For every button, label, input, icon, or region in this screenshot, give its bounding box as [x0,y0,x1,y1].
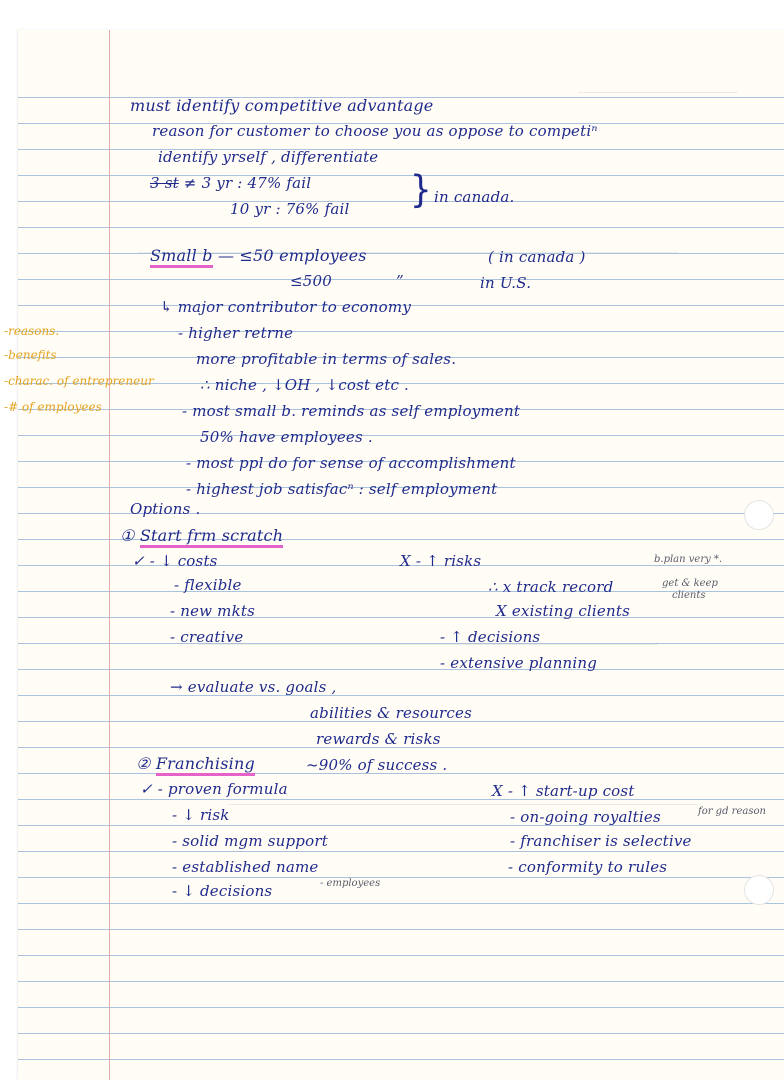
note-line: - new mkts [170,602,256,620]
side-note: -reasons. [4,324,60,338]
note-line: X - ↑ start-up cost [492,782,635,800]
note-line: Small b — ≤50 employees [150,246,367,265]
note-line: ✓ - ↓ costs [132,552,218,570]
option-heading: ① Start frm scratch [120,526,283,545]
highlighted-term: Franchising [156,754,255,776]
small-note: - employees [320,878,381,889]
note-line: - franchiser is selective [510,832,692,850]
small-note: for gd reason [698,806,766,817]
note-line: identify yrself , differentiate [158,148,379,166]
note-line: ( in canada ) [488,248,586,266]
note-line: 10 yr : 76% fail [230,200,350,218]
note-line: - flexible [174,576,242,594]
note-line: ↳ major contributor to economy [160,298,411,316]
highlighted-term: Small b [150,246,213,268]
note-line: 3 st ≠ 3 yr : 47% fail [150,174,312,192]
show-through-mark [578,78,738,93]
note-line: 50% have employees . [200,428,373,446]
note-line: ≤500 [290,272,332,290]
note-line: ✓ - proven formula [140,780,288,798]
note-line: - on-going royalties [510,808,661,826]
small-note: b.plan very *. [654,554,723,565]
note-line: - most ppl do for sense of accomplishment [186,454,516,472]
note-line: more profitable in terms of sales. [196,350,457,368]
note-line: - extensive planning [440,654,598,672]
note-line: - ↓ decisions [172,882,273,900]
note-line: - highest job satisfacⁿ : self employment [186,480,498,498]
binder-hole [744,875,774,905]
note-line: ∴ x track record [488,578,614,596]
notebook-page [4,30,784,1080]
note-line: ∴ niche , ↓OH , ↓cost etc . [200,376,409,394]
note-line: X existing clients [496,602,630,620]
side-note: -benefits [4,348,57,362]
note-line: - ↓ risk [172,806,230,824]
note-line: Options . [130,500,201,518]
small-note: get & keep [662,578,718,589]
note-line: - most small b. reminds as self employment [182,402,521,420]
note-line: - higher retrne [178,324,294,342]
note-line: - solid mgm support [172,832,328,850]
note-line: reason for customer to choose you as oppose to competiⁿ [152,122,598,140]
small-note: clients [672,590,706,601]
margin-line [109,30,110,1080]
note-line: ~90% of success . [306,756,448,774]
note-line: X - ↑ risks [400,552,482,570]
binder-hole [744,500,774,530]
note-line: in U.S. [480,274,532,292]
note-line: ” [396,272,404,290]
note-line: - established name [172,858,319,876]
show-through-mark [198,630,658,645]
note-line: - conformity to rules [508,858,668,876]
note-line: - ↑ decisions [440,628,541,646]
note-line: must identify competitive advantage [130,96,434,115]
side-note: -charac. of entrepreneur [4,374,154,388]
brace-mark: } [410,168,432,212]
side-note: -# of employees [4,400,102,414]
note-line: abilities & resources [310,704,473,722]
note-line: → evaluate vs. goals , [170,678,337,696]
highlighted-term: Start frm scratch [140,526,283,548]
option-heading: ② Franchising [136,754,255,773]
note-line: in canada. [434,188,515,206]
note-line: rewards & risks [316,730,441,748]
note-line: - creative [170,628,244,646]
